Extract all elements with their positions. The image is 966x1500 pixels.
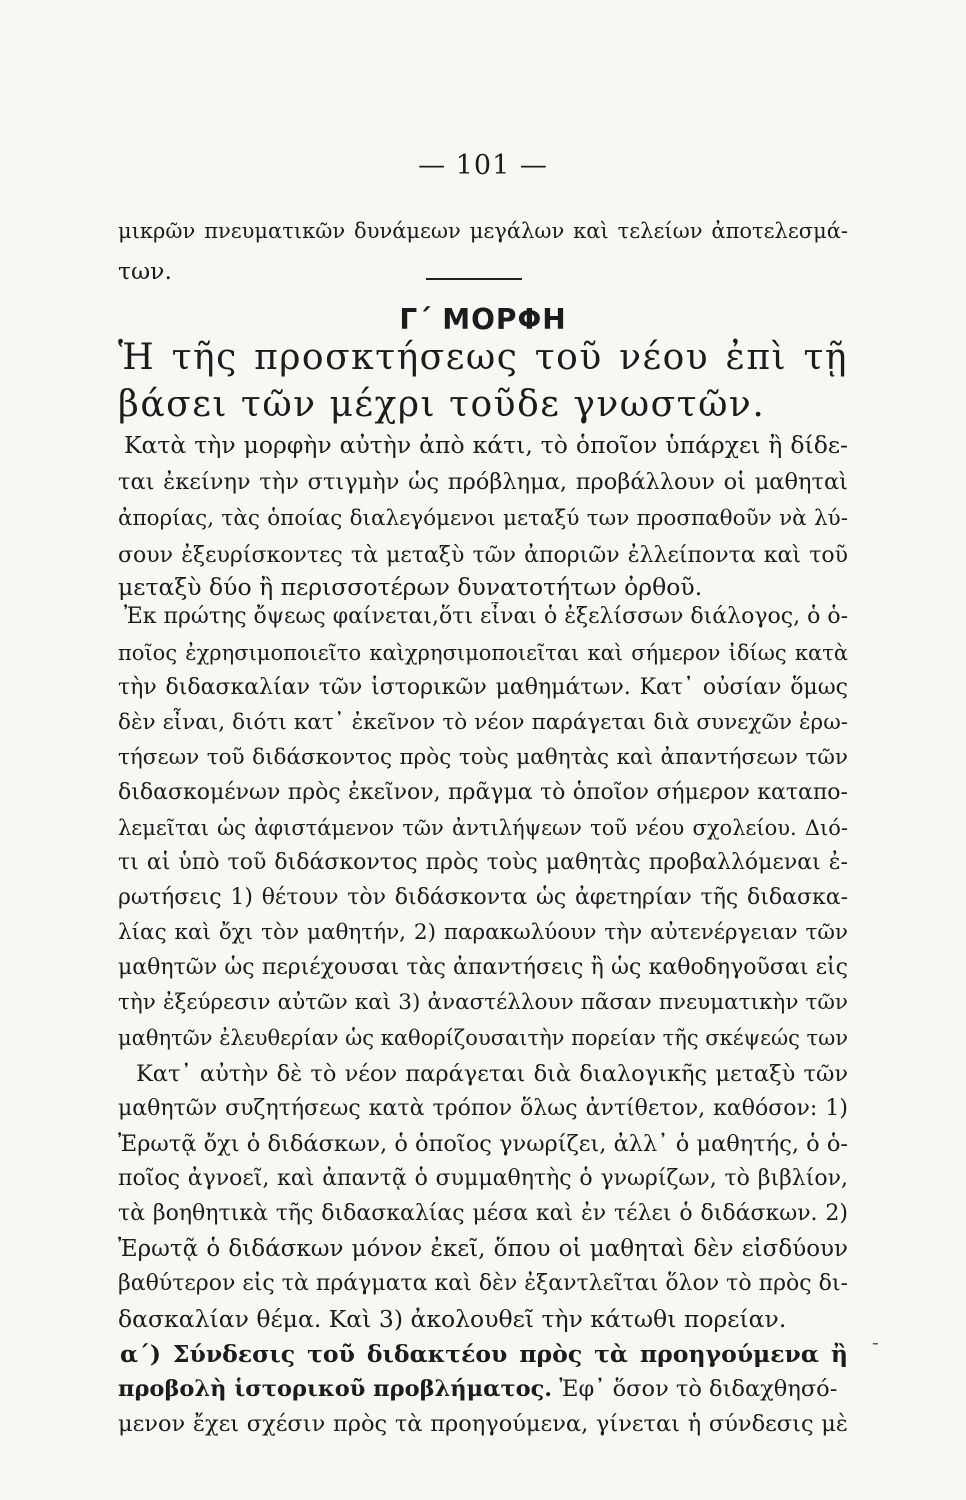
body-line-6: Ἐκ πρώτης ὄψεως φαίνεται,ὅτι εἶναι ὁ ἐξελίσσων διάλογος, ὁ ὁ- <box>124 604 848 629</box>
body-line-3: ἀπορίας, τὰς ὁποίας διαλεγόμενοι μεταξύ των προσπαθοῦν νὰ λύ- <box>118 506 848 531</box>
body-line-14: ρωτήσεις 1) θέτουν τὸν διδάσκοντα ὡς ἀφετηρίαν τῆς διδασκα- <box>118 885 848 910</box>
subsection-line-3: μενον ἔχει σχέσιν πρὸς τὰ προηγούμενα, γίνεται ἡ σύνδεσις μὲ <box>118 1411 848 1437</box>
body-line-7: ποῖος ἐχρησιμοποιεῖτο καὶχρησιμοποιεῖται καὶ σήμερον ἰδίως κατὰ <box>118 641 848 665</box>
margin-mark: ‐ <box>872 1330 879 1354</box>
body-line-20: μαθητῶν συζητήσεως κατὰ τρόπον ὅλως ἀντίθετον, καθόσον: 1) <box>118 1096 848 1121</box>
body-line-2: ται ἐκείνην τὴν στιγμὴν ὡς πρόβλημα, προβάλλουν οἱ μαθηταὶ <box>118 469 848 495</box>
subsection-heading-line-2: προβολὴ ἱστορικοῦ προβλήματος. <box>118 1376 553 1402</box>
body-line-19: Κατ᾽ αὐτὴν δὲ τὸ νέον παράγεται διὰ διαλογικῆς μεταξὺ τῶν <box>136 1061 848 1087</box>
section-title-line-1: Ἡ τῆς προσκτήσεως τοῦ νέου ἐπὶ τῇ <box>118 337 848 378</box>
body-line-21: Ἐρωτᾷ ὄχι ὁ διδάσκων, ὁ ὁποῖος γνωρίζει, ἀλλ᾽ ὁ μαθητής, ὁ ὁ- <box>118 1131 848 1157</box>
intro-line-1: μικρῶν πνευματικῶν δυνάμεων μεγάλων καὶ τελείων ἀποτελεσμά- <box>118 219 848 243</box>
body-line-17: τὴν ἐξεύρεσιν αὐτῶν καὶ 3) ἀναστέλλουν πᾶσαν πνευματικὴν τῶν <box>118 990 848 1015</box>
section-title-line-2: βάσει τῶν μέχρι τοῦδε γνωστῶν. <box>118 384 766 425</box>
body-line-12: λεμεῖται ὡς ἀφιστάμενον τῶν ἀντιλήψεων τοῦ νέου σχολείου. Διό- <box>118 816 848 840</box>
body-line-16: μαθητῶν ὡς περιέχουσαι τὰς ἀπαντήσεις ἢ ὡς καθοδηγοῦσαι εἰς <box>118 955 848 980</box>
subsection-line-2 <box>118 1374 848 1404</box>
body-line-24: Ἐρωτᾷ ὁ διδάσκων μόνον ἐκεῖ, ὅπου οἱ μαθηταὶ δὲν εἰσδύουν <box>118 1236 848 1262</box>
subsection-heading-line-1: α΄) Σύνδεσις τοῦ διδακτέου πρὸς τὰ προηγούμενα ἢ <box>120 1340 848 1368</box>
subsection-line-2-text: Ἐφ᾽ ὅσον τὸ διδαχθησό- <box>552 1376 838 1402</box>
body-line-8: τὴν διδασκαλίαν τῶν ἱστορικῶν μαθημάτων. Κατ᾽ οὐσίαν ὅμως <box>118 675 848 700</box>
body-line-22: ποῖος ἀγνοεῖ, καὶ ἀπαντᾷ ὁ συμμαθητὴς ὁ γνωρίζων, τὸ βιβλίον, <box>118 1166 848 1191</box>
body-line-10: τήσεων τοῦ διδάσκοντος πρὸς τοὺς μαθητὰς καὶ ἀπαντήσεων τῶν <box>118 745 848 770</box>
body-line-11: διδασκομένων πρὸς ἐκεῖνον, πρᾶγμα τὸ ὁποῖον σήμερον καταπο- <box>118 780 848 805</box>
body-line-9: δὲν εἶναι, διότι κατ᾽ ἐκεῖνον τὸ νέον παράγεται διὰ συνεχῶν ἐρω- <box>118 710 848 735</box>
body-line-26: δασκαλίαν θέμα. Καὶ 3) ἀκολουθεῖ τὴν κάτωθι πορείαν. <box>118 1305 787 1333</box>
body-line-13: τι αἱ ὑπὸ τοῦ διδάσκοντος πρὸς τοὺς μαθητὰς προβαλλόμεναι ἐ- <box>118 850 848 875</box>
body-line-18: μαθητῶν ἐλευθερίαν ὡς καθορίζουσαιτὴν πορείαν τῆς σκέψεώς των <box>118 1026 848 1050</box>
body-line-25: βαθύτερον εἰς τὰ πράγματα καὶ δὲν ἐξαντλεῖται ὅλον τὸ πρὸς δι- <box>118 1271 848 1296</box>
section-heading: Γ΄ ΜΟΡΦΗ <box>399 303 567 336</box>
page-number: — 101 — <box>418 150 548 181</box>
body-line-1: Κατὰ τὴν μορφὴν αὐτὴν ἀπὸ κάτι, τὸ ὁποῖον ὑπάρχει ἢ δίδε- <box>124 431 848 459</box>
body-line-4: σουν ἐξευρίσκοντες τὰ μεταξὺ τῶν ἀποριῶν ἐλλείποντα καὶ τοῦ <box>118 543 848 568</box>
body-line-15: λίας καὶ ὄχι τὸν μαθητήν, 2) παρακωλύουν τὴν αὐτενέργειαν τῶν <box>118 920 848 945</box>
intro-line-2: των. <box>118 257 172 285</box>
body-line-5: μεταξὺ δύο ἢ περισσοτέρων δυνατοτήτων ὀρθοῦ. <box>118 573 703 601</box>
section-divider <box>426 278 522 280</box>
body-line-23: τὰ βοηθητικὰ τῆς διδασκαλίας μέσα καὶ ἐν τέλει ὁ διδάσκων. 2) <box>118 1201 848 1226</box>
